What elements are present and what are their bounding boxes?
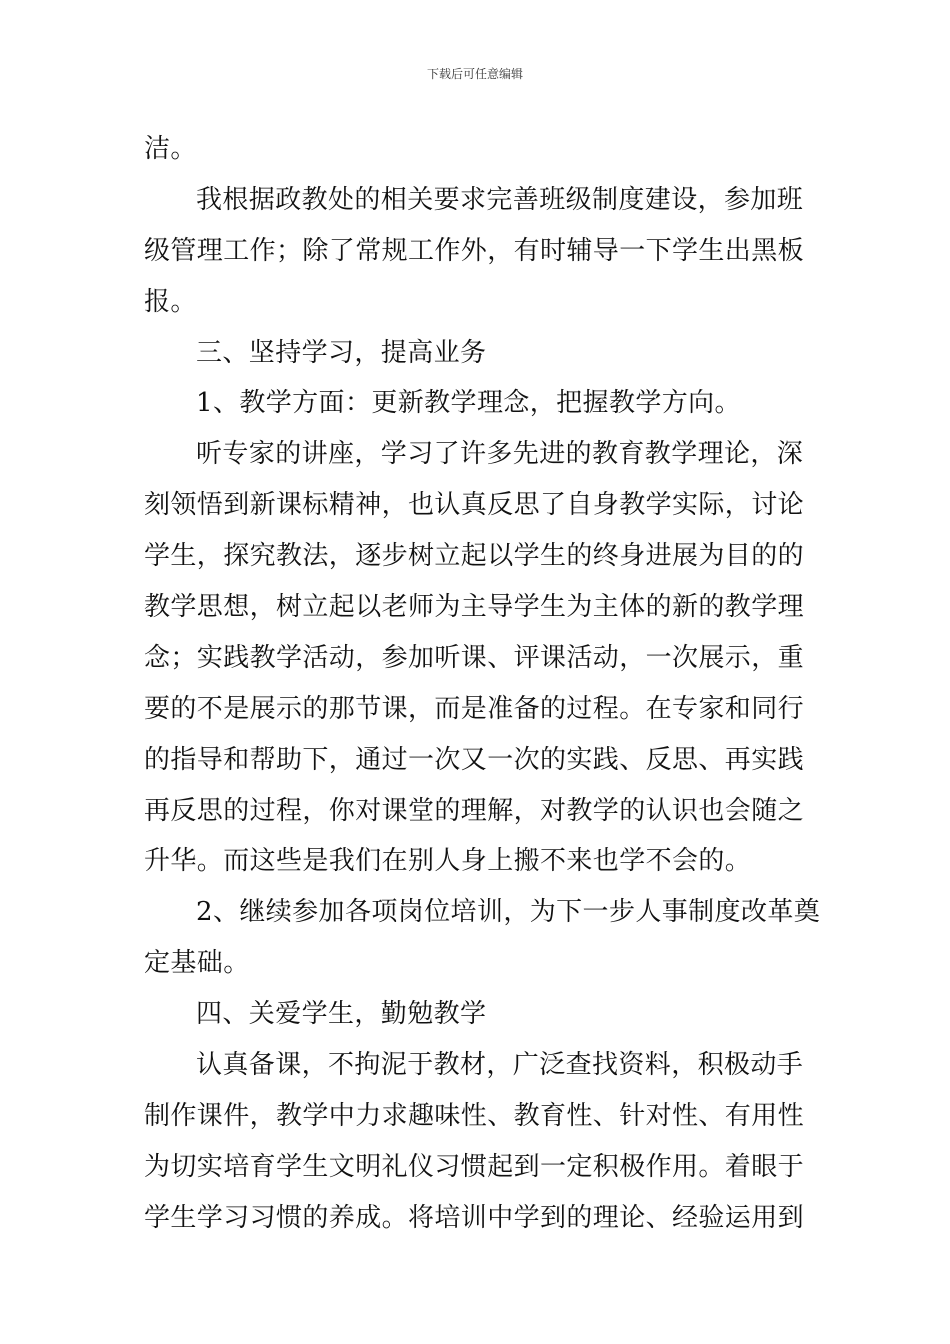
text-line: 认真备课，不拘泥于教材，广泛查找资料，积极动手 — [196, 1050, 804, 1081]
text-line: 定基础。 — [144, 948, 250, 979]
text-line: 的指导和帮助下，通过一次又一次的实践、反思、再实践 — [144, 744, 805, 775]
page-header-note: 下载后可任意编辑 — [426, 67, 523, 81]
subsection-heading: 2、继续参加各项岗位培训，为下一步人事制度改革奠 — [196, 897, 821, 928]
text-line: 为切实培育学生文明礼仪习惯起到一定积极作用。着眼于 — [144, 1151, 805, 1182]
text-line: 级管理工作；除了常规工作外，有时辅导一下学生出黑板 — [144, 235, 805, 266]
text-line: 学生，探究教法，逐步树立起以学生的终身进展为目的的 — [144, 541, 805, 572]
text-line: 升华。而这些是我们在别人身上搬不来也学不会的。 — [144, 846, 752, 877]
text-line: 教学思想，树立起以老师为主导学生为主体的新的教学理 — [144, 592, 805, 623]
text-line: 念；实践教学活动，参加听课、评课活动，一次展示，重 — [144, 642, 805, 673]
text-line: 制作课件，教学中力求趣味性、教育性、针对性、有用性 — [144, 1100, 805, 1131]
text-line: 刻领悟到新课标精神，也认真反思了自身教学实际，讨论 — [144, 490, 805, 521]
text-line: 洁。 — [144, 134, 197, 164]
section-heading: 四、关爱学生，勤勉教学 — [196, 999, 487, 1030]
document-body — [144, 124, 821, 1244]
text-line: 我根据政教处的相关要求完善班级制度建设，参加班 — [196, 184, 804, 215]
text-line: 学生学习习惯的养成。将培训中学到的理论、经验运用到 — [144, 1202, 805, 1233]
text-line: 报。 — [144, 286, 197, 317]
subsection-heading: 1、教学方面：更新教学理念，把握教学方向。 — [196, 388, 741, 419]
text-line: 听专家的讲座，学习了许多先进的教育教学理论，深 — [196, 439, 804, 470]
text-line: 再反思的过程，你对课堂的理解，对教学的认识也会随之 — [144, 795, 805, 826]
text-line: 要的不是展示的那节课，而是准备的过程。在专家和同行 — [144, 693, 805, 724]
section-heading: 三、坚持学习，提高业务 — [196, 337, 487, 368]
